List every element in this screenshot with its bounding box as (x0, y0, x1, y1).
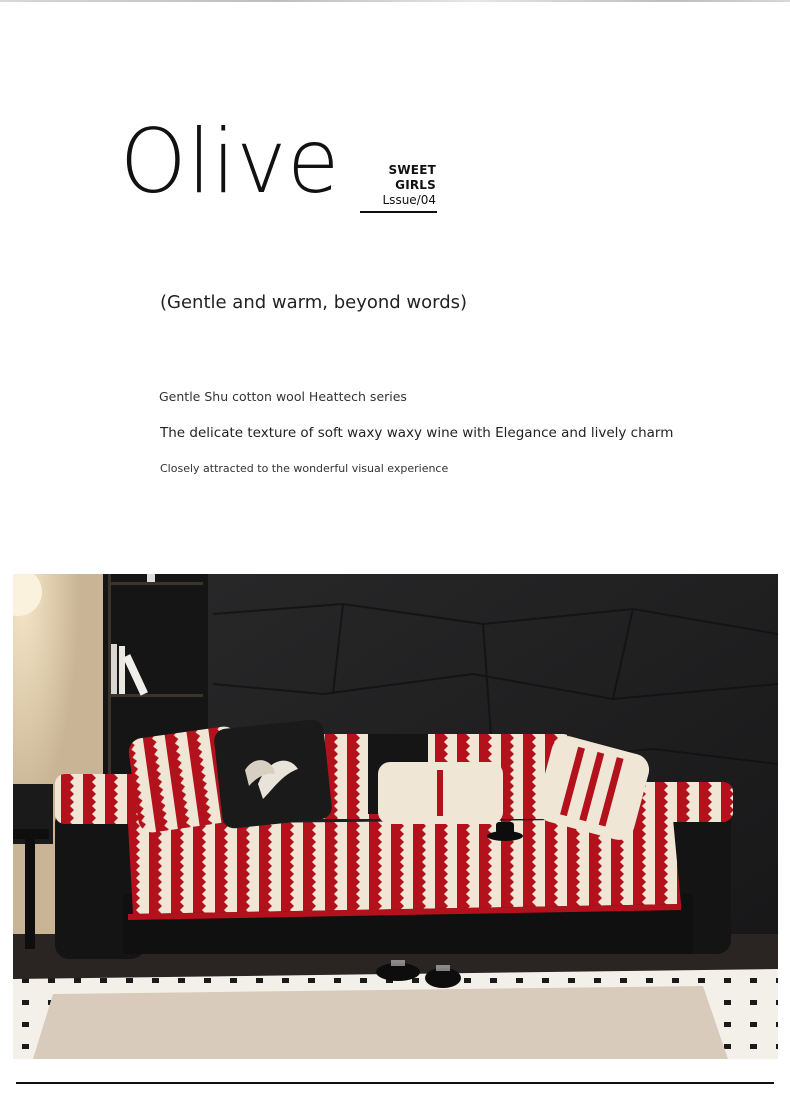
description-text: The delicate texture of soft waxy waxy wine with Elegance and lively charm (160, 425, 674, 441)
product-photo (13, 574, 778, 1059)
note-text: Closely attracted to the wonderful visual experience (160, 462, 449, 475)
top-rule (0, 0, 790, 2)
subtitle: (Gentle and warm, beyond words) (160, 292, 468, 313)
issue-number: Lssue/04 (382, 193, 436, 207)
issue-tagline: SWEET GIRLS (388, 163, 436, 192)
issue-underline (360, 211, 437, 213)
brand-title: Olive (120, 110, 341, 213)
sofa-scene-illustration (13, 574, 778, 1059)
bottom-rule (16, 1082, 774, 1084)
issue-block (356, 163, 436, 208)
series-text: Gentle Shu cotton wool Heattech series (159, 389, 407, 404)
